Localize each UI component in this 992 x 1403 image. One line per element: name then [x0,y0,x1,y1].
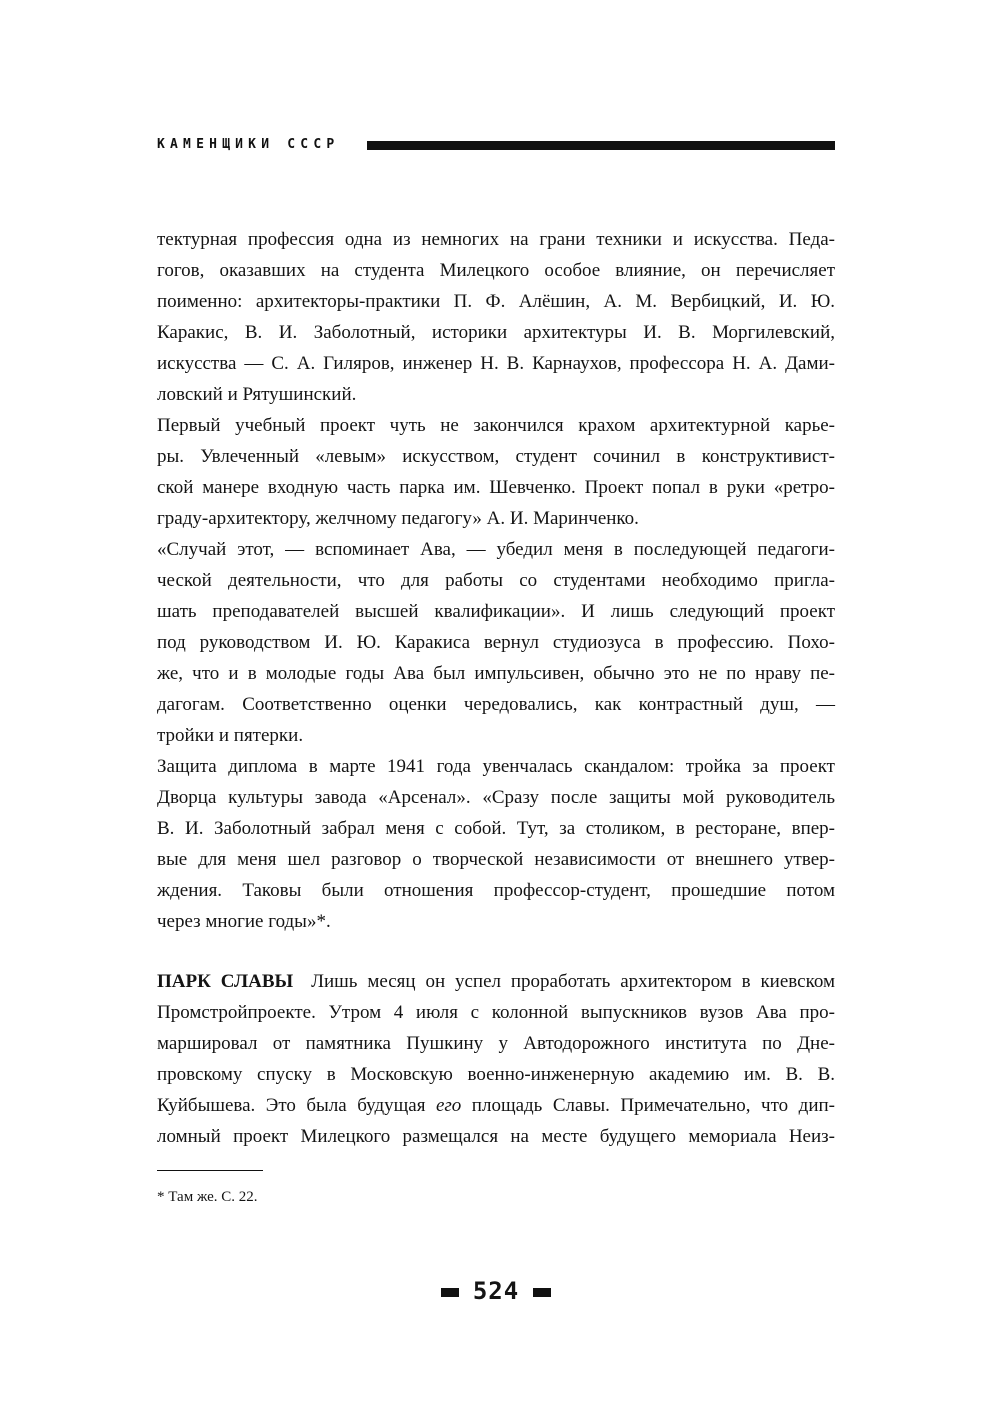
text-line: Защита диплома в марте 1941 года увенчалась скандалом: тройка за проект [157,756,835,777]
section-line-4: провскому спуску в Московскую военно-инженерную академию им. В. В. [157,1064,835,1085]
text-line: под руководством И. Ю. Каракиса вернул студиозуса в профессию. Похо- [157,632,835,653]
section-park-slavy [157,966,835,1152]
section-first-line [157,966,835,997]
text-line: ждения. Таковы были отношения профессор-студент, прошедшие потом [157,880,835,901]
text-line: через многие годы»*. [157,911,331,932]
page-number: 524 [472,1277,520,1305]
paragraph [157,224,835,410]
text-line: шать преподавателей высшей квалификации». И лишь следующий проект [157,601,835,622]
running-title: КАМЕНЩИКИ СССР [157,137,340,152]
text-line: вые для меня шел разговор о творческой независимости от внешнего утвер- [157,849,835,870]
text-line: дагогам. Соответственно оценки чередовались, как контрастный душ, — [157,694,835,715]
running-head [157,135,835,155]
text-line: ской манере входную часть парка им. Шевченко. Проект попал в руки «ретро- [157,477,835,498]
paragraph [157,534,835,751]
section-line-5-emphasis: его [435,1095,462,1116]
section-line-2: Промстройпроекте. Утром 4 июля с колонной выпускников вузов Ава про- [157,1002,835,1023]
text-line: Каракис, В. И. Заболотный, историки архитектуры И. В. Моргилевский, [157,322,835,343]
section-heading: ПАРК СЛАВЫ [157,971,294,992]
text-line: Первый учебный проект чуть не закончился крахом архитектурной карье- [157,415,835,436]
text-line: тектурная профессия одна из немногих на грани техники и искусства. Педа- [157,229,835,250]
footnote-rule [157,1170,263,1171]
paragraph [157,751,835,937]
text-line: же, что и в молодые годы Ава был импульсивен, обычно это не по нраву пе- [157,663,835,684]
text-line: тройки и пятерки. [157,725,304,746]
section-line-3: маршировал от памятника Пушкину у Автодорожного института по Дне- [157,1033,835,1054]
text-line: «Случай этот, — вспоминает Ава, — убедил меня в последующей педагоги- [157,539,835,560]
section-line-1: Лишь месяц он успел проработать архитектором в киевском [311,971,836,992]
text-line: Дворца культуры завода «Арсенал». «Сразу после защиты мой руководитель [157,787,835,808]
text-line: граду-архитектору, желчному педагогу» А. И. Маринченко. [157,508,639,529]
section-line-5 [157,1090,835,1121]
paragraph [157,410,835,534]
folio [0,1276,992,1306]
section-line-5-pre: Куйбышева. Это была будущая [157,1095,436,1116]
folio-mark-right [533,1288,551,1297]
paragraphs [157,224,835,937]
footnote: * Там же. С. 22. [157,1189,258,1205]
text-line: ры. Увлеченный «левым» искусством, студент сочинил в конструктивист- [157,446,835,467]
folio-mark-left [441,1288,459,1297]
running-head-rule [367,141,835,150]
text-line: искусства — С. А. Гиляров, инженер Н. В. Карнаухов, профессора Н. А. Дами- [157,353,835,374]
text-line: В. И. Заболотный забрал меня с собой. Тут, за столиком, в ресторане, впер- [157,818,835,839]
text-line: гогов, оказавших на студента Милецкого особое влияние, он перечисляет [157,260,835,281]
text-line: ческой деятельности, что для работы со студентами необходимо пригла- [157,570,835,591]
section-line-6: ломный проект Милецкого размещался на месте будущего мемориала Неиз- [157,1126,835,1147]
body-text [157,224,835,937]
text-line: ловский и Рятушинский. [157,384,357,405]
text-line: поименно: архитекторы-практики П. Ф. Алёшин, А. М. Вербицкий, И. Ю. [157,291,835,312]
section-line-5-post: площадь Славы. Примечательно, что дип- [461,1095,835,1116]
